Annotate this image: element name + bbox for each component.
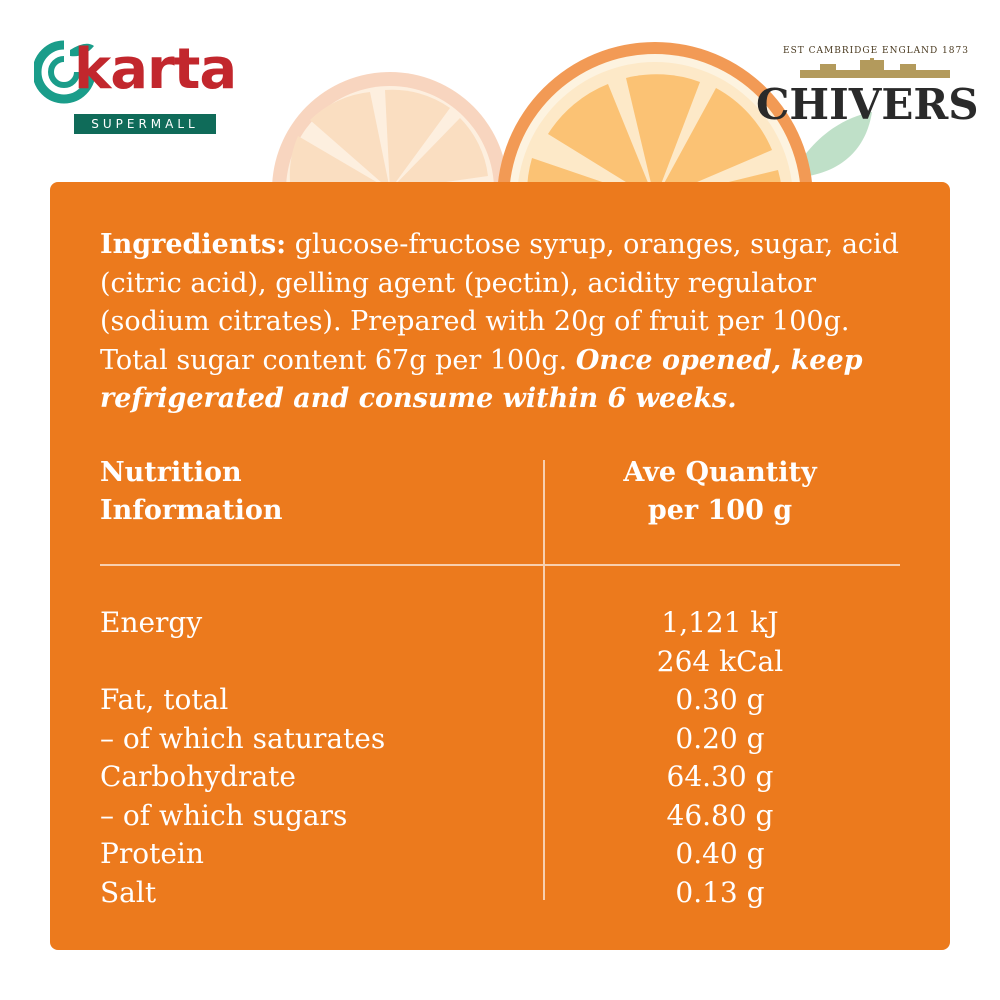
nutrient-value: 0.13 g	[675, 875, 765, 909]
nutrition-header-line: Nutrition	[100, 457, 242, 488]
nutrient-value: 0.30 g	[675, 683, 765, 716]
nutrient-names-column	[100, 604, 520, 912]
nutrient-name: Carbohydrate	[100, 760, 296, 793]
ingredients-label: Ingredients:	[100, 229, 287, 260]
nutrition-header-line: Information	[100, 495, 283, 526]
nutrient-value: 1,121 kJ	[661, 606, 779, 639]
nutrient-name: Fat, total	[100, 683, 229, 716]
chivers-building-icon	[800, 58, 950, 80]
ingredients-paragraph	[100, 226, 920, 419]
nutrient-name: Salt	[100, 875, 157, 909]
karta-tagline: SUPERMALL	[74, 114, 216, 134]
chivers-established-text: EST CAMBRIDGE ENGLAND 1873	[783, 46, 969, 56]
nutrient-name: Protein	[100, 837, 204, 870]
quantity-header-label	[570, 454, 870, 530]
nutrition-header-label	[100, 454, 400, 530]
chivers-wordmark: CHIVERS	[756, 80, 979, 129]
nutrient-value: 64.30 g	[666, 760, 774, 793]
quantity-header-line: per 100 g	[647, 495, 793, 526]
column-divider	[543, 460, 545, 900]
storage-note: Once opened, keep refrigerated and consume within 6 weeks.	[100, 344, 863, 414]
nutrient-value: 0.40 g	[675, 837, 765, 870]
karta-wordmark: karta	[74, 37, 237, 102]
nutrient-value: 46.80 g	[666, 798, 774, 832]
quantity-header-line: Ave Quantity	[623, 457, 817, 488]
nutrient-value: 264 kCal	[656, 644, 784, 678]
chivers-logo	[756, 40, 979, 140]
nutrient-name: – of which saturates	[100, 721, 386, 755]
header-divider	[100, 564, 900, 566]
nutrient-value: 0.20 g	[675, 721, 765, 755]
karta-supermall-logo	[34, 34, 237, 138]
nutrient-name: – of which sugars	[100, 798, 348, 832]
ingredients-text: glucose-fructose syrup, oranges, sugar, acid (citric acid), gelling agent (pectin), acidity regulator (sodium citrates). Prepared with 20g of fruit per 100g. Total sugar content 67g per 100g.	[100, 229, 899, 376]
nutrient-name	[100, 643, 520, 682]
nutrition-panel	[50, 182, 950, 950]
nutrient-name: Energy	[100, 606, 203, 639]
nutrient-values-column	[570, 604, 870, 912]
